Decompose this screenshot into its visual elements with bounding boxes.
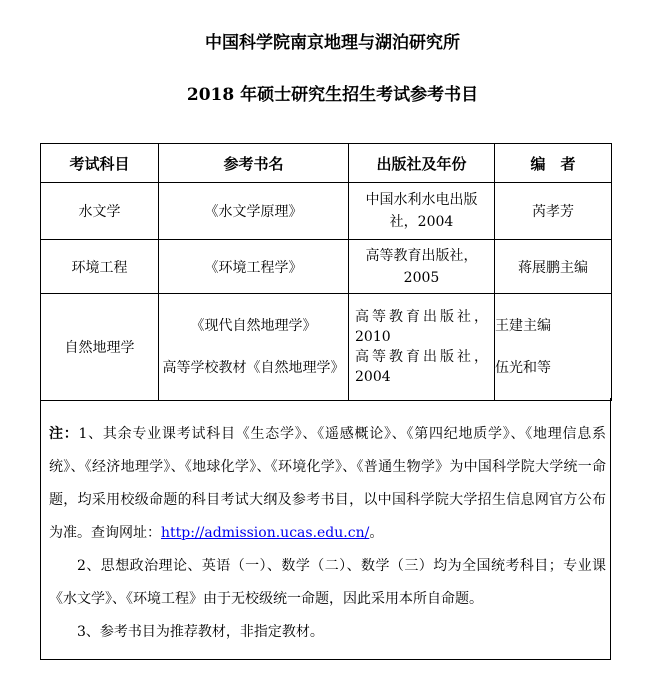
subject-cell: 水文学: [41, 183, 159, 240]
column-header-author: 编 者: [495, 144, 612, 183]
column-header-book: 参考书名: [159, 144, 349, 183]
publisher-cell: [349, 183, 495, 240]
book-cell: [159, 294, 349, 401]
publisher-line: 2005: [403, 269, 440, 286]
book-title: 《现代自然地理学》: [190, 318, 317, 334]
author-name: 王建主编: [495, 318, 551, 334]
author-cell: 蒋展鹏主编: [495, 240, 612, 294]
note-paragraph-1: [49, 418, 606, 550]
publisher-line: 社，2004: [389, 214, 454, 230]
table-row: [41, 240, 612, 294]
note-text: 。: [369, 525, 384, 541]
book-title: 高等学校教材《自然地理学》: [162, 360, 345, 376]
column-header-subject: 考试科目: [41, 144, 159, 183]
author-name: 伍光和等: [495, 360, 551, 376]
book-cell: 《环境工程学》: [159, 240, 349, 294]
table-row: [41, 183, 612, 240]
publisher-line: 高等教育出版社，: [355, 309, 488, 325]
notes-box: [40, 398, 611, 660]
publisher-line: 2010: [355, 329, 391, 345]
document-title: 2018 年硕士研究生招生考试参考书目: [186, 85, 479, 105]
subject-cell: 自然地理学: [41, 294, 159, 401]
author-cell: 芮孝芳: [495, 183, 612, 240]
note-paragraph-3: 3、参考书目为推荐教材，非指定教材。: [77, 624, 324, 640]
table-row: [41, 294, 612, 401]
note-text: 1、其余专业课考试科目《生态学》、《遥感概论》、《第四纪地质学》、《地理信息系统》、《经济地理学》、《地球化学》、《环境化学》、《普通生物学》为中国科学院大学统一命题，均采用校级命题的科目考试大纲及参考书目，以中国科学院大学招生信息网官方公布为准。查询网址：: [49, 426, 607, 541]
book-cell: 《水文学原理》: [159, 183, 349, 240]
admission-link[interactable]: http://admission.ucas.edu.cn/: [161, 525, 370, 541]
table-header-row: [41, 144, 612, 183]
column-header-publisher: 出版社及年份: [349, 144, 495, 183]
note-paragraph-2: 2、思想政治理论、英语（一）、数学（二）、数学（三）均为全国统考科目；专业课《水文学》、《环境工程》由于无校级统一命题，因此采用本所自命题。: [49, 558, 606, 607]
institute-title: 中国科学院南京地理与湖泊研究所: [205, 33, 460, 53]
author-cell: [495, 294, 612, 401]
reference-book-table: [40, 143, 612, 401]
publisher-cell: [349, 240, 495, 294]
publisher-line: 中国水利水电出版: [365, 192, 478, 208]
publisher-line: 高等教育出版社，: [365, 247, 478, 264]
publisher-line: 2004: [355, 369, 391, 385]
subject-cell: 环境工程: [41, 240, 159, 294]
note-label: 注：: [49, 426, 79, 442]
publisher-cell: [349, 294, 495, 401]
publisher-line: 高等教育出版社，: [355, 349, 488, 365]
